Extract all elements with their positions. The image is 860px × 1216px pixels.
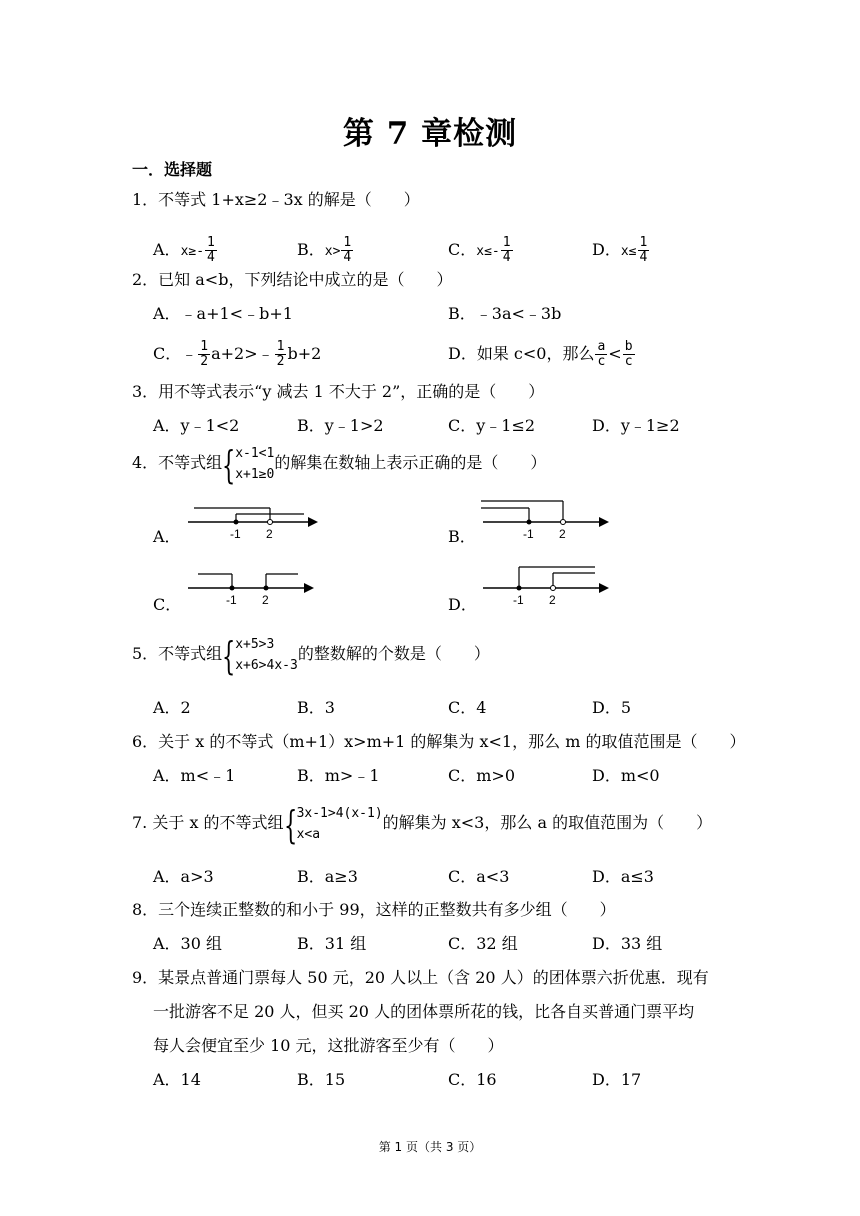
q3-option-d: D．y﹣1≥2: [592, 416, 680, 435]
question-8-stem: 8．三个连续正整数的和小于 99，这样的正整数共有多少组（ ）: [132, 900, 616, 919]
section-heading: 一．选择题: [132, 160, 213, 179]
q9-option-c: C．16: [448, 1070, 497, 1089]
q4-number-line-d: [475, 559, 615, 611]
q9-option-a: A．14: [153, 1070, 201, 1089]
inequality-system: { 3x-1>4(x-1) x<a: [283, 802, 383, 847]
q4-number-line-a: [180, 500, 320, 545]
q3-option-c: C．y﹣1≤2: [448, 416, 536, 435]
q9-option-b: B．15: [297, 1070, 346, 1089]
question-9-line-2: 一批游客不足 20 人，但买 20 人的团体票所花的钱，比各自买普通门票平均: [153, 1002, 695, 1021]
q4-option-a-label: A．: [153, 527, 181, 546]
q7-option-a: A．a>3: [153, 867, 214, 886]
q4-number-line-c: [180, 566, 320, 611]
q8-option-c: C．32 组: [448, 934, 518, 953]
q7-option-b: B．a≥3: [297, 867, 358, 886]
q8-option-a: A．30 组: [153, 934, 223, 953]
question-3-stem: 3．用不等式表示“y 减去 1 不大于 2”，正确的是（ ）: [132, 382, 545, 401]
question-1-stem: 1．不等式 1+x≥2﹣3x 的解是（ ）: [132, 190, 420, 209]
q7-option-d: D．a≤3: [592, 867, 654, 886]
q8-option-d: D．33 组: [592, 934, 663, 953]
question-4-stem: 4．不等式组 { x-1<1 x+1≥0 的解集在数轴上表示正确的是（ ）: [132, 442, 547, 487]
question-2-stem: 2．已知 a<b，下列结论中成立的是（ ）: [132, 270, 453, 289]
q4-option-c-label: C．: [153, 595, 182, 614]
q1-option-a: A．x≥- $\frac{1}{4}$: [153, 235, 215, 265]
q1-option-c: C．x≤- $\frac{1}{4}$: [448, 235, 511, 265]
q6-option-d: D．m<0: [592, 766, 660, 785]
svg-text:2: 2: [549, 593, 556, 607]
q6-option-b: B．m>﹣1: [297, 766, 380, 785]
q2-option-c: C．﹣ $\frac{1}{2}$ a+2>﹣ $\frac{1}{2}$ b+2: [153, 339, 322, 369]
svg-text:2: 2: [559, 527, 566, 541]
q9-option-d: D．17: [592, 1070, 642, 1089]
svg-text:2: 2: [262, 593, 269, 607]
q3-option-b: B．y﹣1>2: [297, 416, 384, 435]
q5-option-c: C．4: [448, 698, 487, 717]
q4-number-line-b: [475, 493, 615, 545]
page-footer: 第 1 页（共 3 页）: [378, 1140, 482, 1154]
q3-option-a: A．y﹣1<2: [153, 416, 240, 435]
question-9-line-1: 9．某景点普通门票每人 50 元，20 人以上（含 20 人）的团体票六折优惠．现有: [132, 968, 709, 987]
q1-option-d: D．x≤ $\frac{1}{4}$: [592, 235, 648, 265]
svg-text:2: 2: [266, 527, 273, 541]
q5-option-b: B．3: [297, 698, 335, 717]
q4-option-d-label: D．: [448, 595, 477, 614]
page-title: 第 7 章检测: [342, 116, 518, 152]
question-9-line-3: 每人会便宜至少 10 元，这批游客至少有（ ）: [153, 1036, 504, 1055]
svg-text:-1: -1: [523, 527, 534, 541]
q7-option-c: C．a<3: [448, 867, 510, 886]
svg-text:-1: -1: [226, 593, 237, 607]
q2-option-a: A．﹣a+1<﹣b+1: [153, 304, 293, 323]
question-5-stem: 5．不等式组 { x+5>3 x+6>4x-3 的整数解的个数是（ ）: [132, 633, 490, 678]
q6-option-c: C．m>0: [448, 766, 516, 785]
q5-option-d: D．5: [592, 698, 632, 717]
question-6-stem: 6．关于 x 的不等式（m+1）x>m+1 的解集为 x<1，那么 m 的取值范围是（ ）: [132, 732, 746, 751]
q2-option-b: B．﹣3a<﹣3b: [448, 304, 562, 323]
inequality-system: { x-1<1 x+1≥0: [222, 442, 275, 487]
q1-option-b: B．x> $\frac{1}{4}$: [297, 235, 352, 265]
q6-option-a: A．m<﹣1: [153, 766, 236, 785]
question-7-stem: 7. 关于 x 的不等式组 { 3x-1>4(x-1) x<a 的解集为 x<3，那么 a 的取值范围为（ ）: [132, 802, 713, 847]
q2-option-d: D．如果 c<0，那么 $\frac{a}{c}$ < $\frac{b}{c}$: [448, 339, 633, 369]
q5-option-a: A．2: [153, 698, 191, 717]
svg-text:-1: -1: [513, 593, 524, 607]
inequality-system: { x+5>3 x+6>4x-3: [222, 633, 298, 678]
q4-option-b-label: B．: [448, 527, 476, 546]
q8-option-b: B．31 组: [297, 934, 367, 953]
svg-text:-1: -1: [230, 527, 241, 541]
